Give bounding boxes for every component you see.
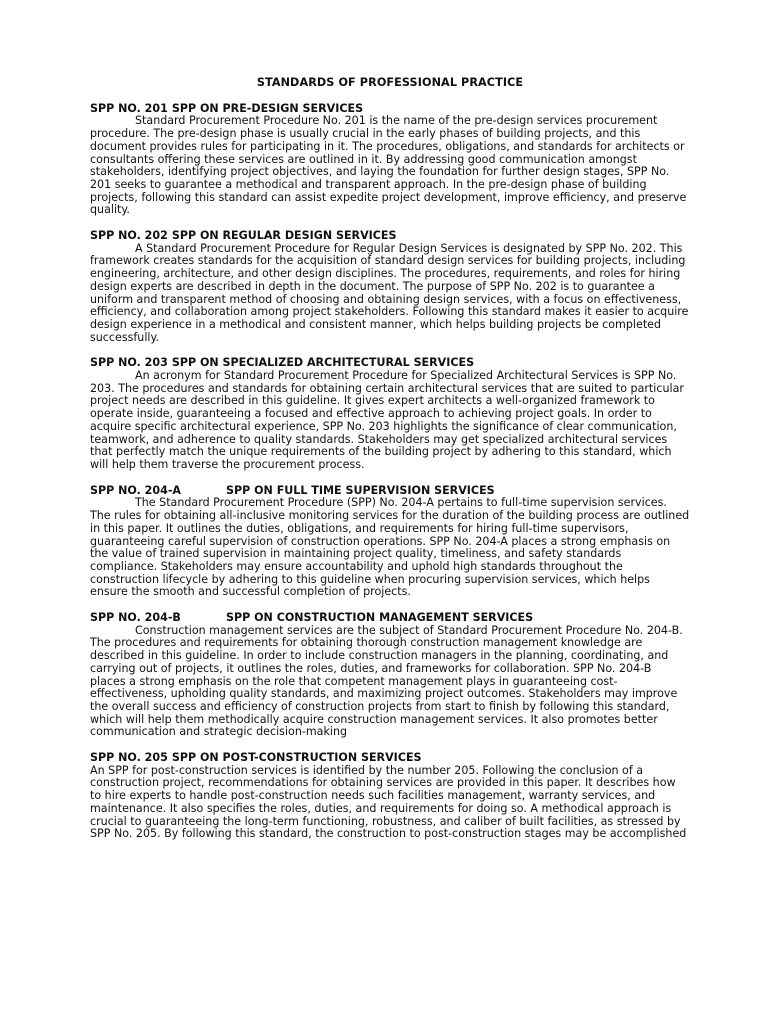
section-number: SPP NO. 201 [90,101,168,115]
section-body: An acronym for Standard Procurement Procedure for Specialized Architectural Services is SPP No. 203. The procedures and standards for obtaining certain architectural services that are suited to particular project needs are described in this guideline. It gives expert architects a well-organized framework to operate inside, guaranteeing a focused and effective approach to achieving project goals. In order to acquire specific architectural experience, SPP No. 203 highlights the significance of clear communication, teamwork, and adherence to quality standards. Stakeholders may get specialized architectural services that perfectly match the unique requirements of the building project by adhering to this standard, which will help them traverse the procurement process. [90,369,684,471]
section-title: SPP ON FULL TIME SUPERVISION SERVICES [226,483,495,497]
section-heading [90,230,690,243]
section-number: SPP NO. 202 [90,229,168,243]
section-spp-202 [90,230,690,344]
section-spp-204b [90,612,690,739]
section-title: SPP ON SPECIALIZED ARCHITECTURAL SERVICES [171,356,475,370]
document-page [90,77,690,854]
section-number: SPP NO. 204-A [90,483,182,497]
section-body: A Standard Procurement Procedure for Regular Design Services is designated by SPP No. 202. This framework creates standards for the acquisition of standard design services for building projects, including engineering, architecture, and other design disciplines. The procedures, requirements, and roles for hiring design experts are described in depth in the document. The purpose of SPP No. 202 is to guarantee a uniform and transparent method of choosing and obtaining design services, with a focus on effectiveness, efficiency, and collaboration among project stakeholders. Following this standard makes it easier to acquire design experience in a methodical and consistent manner, which helps building projects be completed successfully. [90,241,689,344]
section-body: The Standard Procurement Procedure (SPP) No. 204-A pertains to full-time supervision services. The rules for obtaining all-inclusive monitoring services for the duration of the building process are outlined in this paper. It outlines the duties, obligations, and requirements for hiring full-time supervisors, guaranteeing careful supervision of construction operations. SPP No. 204-A places a strong emphasis on the value of trained supervision in maintaining project quality, timeliness, and safety standards compliance. Stakeholders may ensure accountability and uphold high standards throughout the construction lifecycle by adhering to this guideline when procuring supervision services, which helps ensure the smooth and successful completion of projects. [90,496,690,599]
section-body: Construction management services are the subject of Standard Procurement Procedure No. 204-B. The procedures and requirements for obtaining thorough construction management knowledge are described in this guideline. In order to include construction managers in the planning, coordinating, and carrying out of projects, it outlines the roles, duties, and frameworks for collaboration. SPP No. 204-B places a strong emphasis on the role that competent management plays in guaranteeing cost-effectiveness, upholding quality standards, and maximizing project outcomes. Stakeholders may improve the overall success and efficiency of construction projects from start to finish by following this standard, which will help them methodically acquire construction management services. It also promotes better communication and strategic decision-making [90,623,683,739]
section-title: SPP ON REGULAR DESIGN SERVICES [171,229,397,243]
section-heading [90,612,690,625]
section-body: Standard Procurement Procedure No. 201 is the name of the pre-design services procurement procedure. The pre-design phase is usually crucial in the early phases of building projects, and this document provides rules for participating in it. The procedures, obligations, and standards for architects or consultants offering these services are outlined in it. By addressing good communication amongst stakeholders, identifying project objectives, and laying the foundation for further design stages, SPP No. 201 seeks to guarantee a methodical and transparent approach. In the pre-design phase of building projects, following this standard can assist expedite project development, improve efficiency, and preserve quality. [90,114,687,217]
section-spp-203 [90,357,690,471]
document-title: STANDARDS OF PROFESSIONAL PRACTICE [256,76,524,89]
section-title: SPP ON CONSTRUCTION MANAGEMENT SERVICES [226,611,534,625]
section-spp-205 [90,752,690,841]
section-spp-201 [90,103,690,217]
section-body: An SPP for post-construction services is identified by the number 205. Following the conclusion of a construction project, recommendations for obtaining services are provided in this paper. It describes how to hire experts to handle post-construction needs such facilities management, warranty services, and maintenance. It also specifies the roles, duties, and requirements for doing so. A methodical approach is crucial to guaranteeing the long-term functioning, robustness, and caliber of built facilities, as stressed by SPP No. 205. By following this standard, the construction to post-construction stages may be accomplished [90,763,687,841]
section-spp-204a [90,485,690,599]
section-number: SPP NO. 204-B [90,611,181,625]
section-number: SPP NO. 205 [90,751,168,765]
section-heading [90,752,690,765]
section-title: SPP ON POST-CONSTRUCTION SERVICES [171,751,422,765]
section-number: SPP NO. 203 [90,356,168,370]
section-title: SPP ON PRE-DESIGN SERVICES [171,101,364,115]
